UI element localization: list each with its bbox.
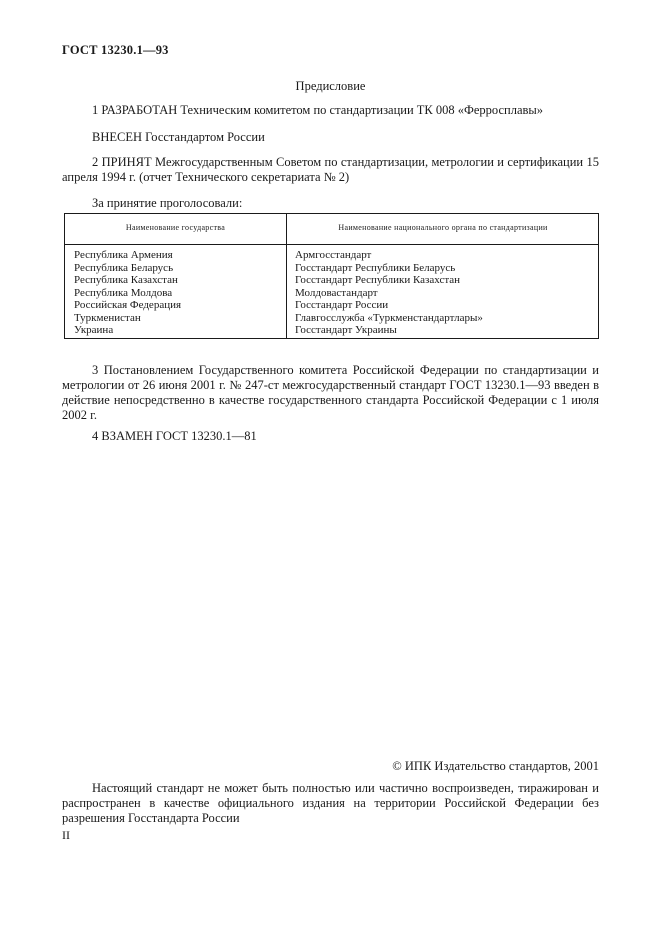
- copyright-line: © ИПК Издательство стандартов, 2001: [392, 759, 599, 773]
- table-cell-state: Республика Казахстан: [74, 274, 178, 286]
- table-cell-body: Молдовастандарт: [295, 286, 378, 299]
- section-title: Предисловие: [295, 79, 366, 93]
- voting-table: [64, 213, 599, 339]
- table-cell-state: Украина: [74, 324, 114, 336]
- paragraph-adopted: 2 ПРИНЯТ Межгосударственным Советом по стандартизации, метрологии и сертификации 15 апреля 1994 г. (отчет Технического секретариата № 2): [62, 155, 599, 184]
- document-code: ГОСТ 13230.1—93: [62, 43, 169, 57]
- table-cell-state: Республика Молдова: [74, 286, 173, 299]
- table-header-divider: [65, 244, 598, 245]
- table-header-state: Наименование государства: [125, 223, 226, 232]
- paragraph-resolution: 3 Постановлением Государственного комитета Российской Федерации по стандартизации и метрологии от 26 июня 2001 г. № 247-ст межгосударственный стандарт ГОСТ 13230.1—93 введен в действие непосредственно в качестве государственного стандарта Российской Федерации с 1 июля 2002 г.: [62, 363, 599, 422]
- paragraph-replaces: 4 ВЗАМЕН ГОСТ 13230.1—81: [92, 429, 257, 443]
- table-row: [65, 324, 598, 337]
- table-cell-body: Главгосслужба «Туркменстандартлары»: [295, 311, 483, 324]
- table-row: [65, 262, 598, 275]
- table-cell-body: Госстандарт Украины: [295, 324, 397, 336]
- table-body: [65, 249, 598, 337]
- table-cell-state: Республика Беларусь: [74, 261, 174, 274]
- table-row: [65, 249, 598, 262]
- paragraph-introduced: ВНЕСЕН Госстандартом России: [92, 130, 265, 144]
- paragraph-voted: За принятие проголосовали:: [92, 196, 243, 210]
- table-cell-body: Армгосстандарт: [295, 249, 372, 261]
- paragraph-developed: 1 РАЗРАБОТАН Техническим комитетом по стандартизации ТК 008 «Ферросплавы»: [92, 103, 544, 117]
- table-cell-body: Госстандарт Республики Беларусь: [295, 261, 456, 274]
- table-cell-body: Госстандарт Республики Казахстан: [295, 274, 461, 286]
- table-row: [65, 287, 598, 300]
- table-header-body: Наименование национального органа по стандартизации: [338, 223, 548, 232]
- table-cell-body: Госстандарт России: [295, 299, 389, 311]
- table-row: [65, 299, 598, 312]
- table-row: [65, 312, 598, 325]
- reproduction-notice: Настоящий стандарт не может быть полностью или частично воспроизведен, тиражирован и распространен в качестве официального издания на территории Российской Федерации без разрешения Госстандарта России: [62, 781, 599, 825]
- table-cell-state: Республика Армения: [74, 249, 173, 261]
- table-cell-state: Туркменистан: [74, 311, 141, 324]
- page-number: II: [62, 828, 70, 842]
- table-row: [65, 274, 598, 287]
- table-cell-state: Российская Федерация: [74, 299, 182, 311]
